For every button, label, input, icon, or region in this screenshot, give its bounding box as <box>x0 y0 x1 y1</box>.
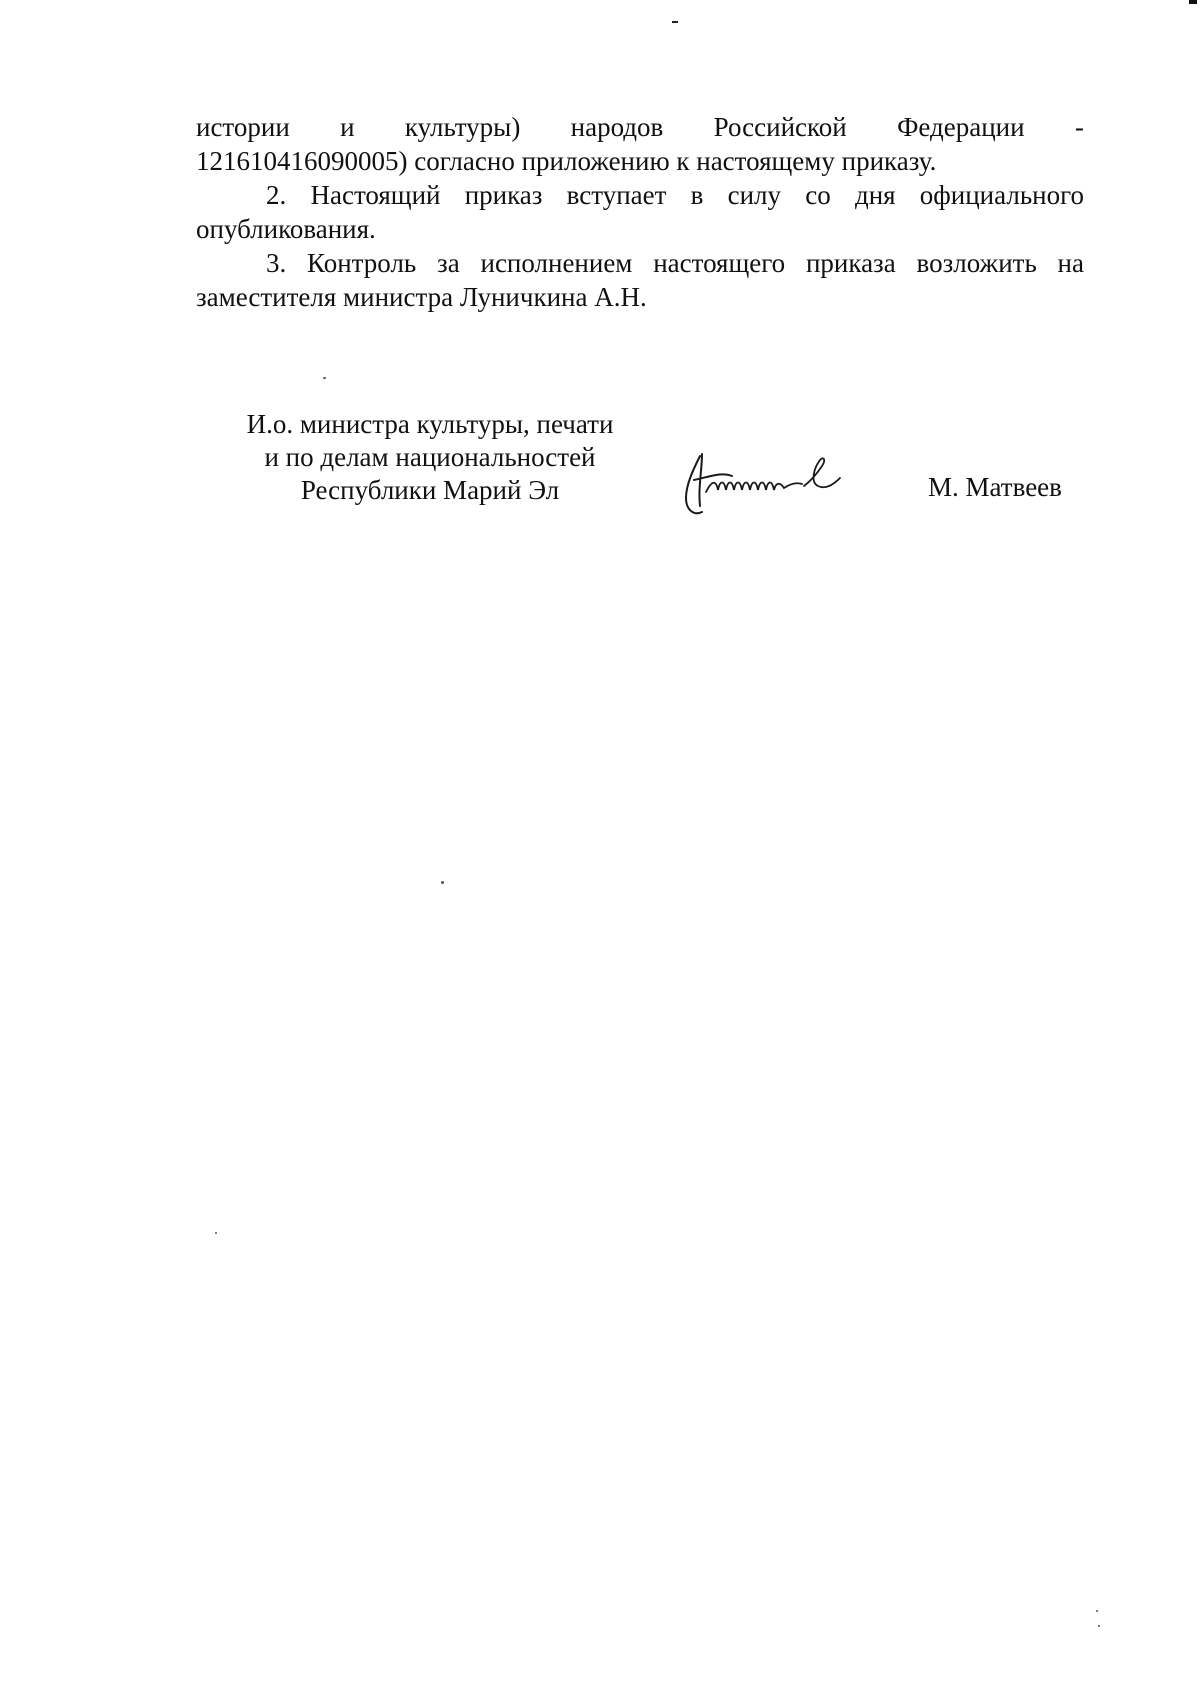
word: народов <box>570 112 664 142</box>
position-line: Республики Марий Эл <box>300 475 560 505</box>
handwritten-signature <box>672 450 872 520</box>
paragraph-1-line-2: 121610416090005) согласно приложению к настоящему приказу. <box>196 146 937 176</box>
paragraph-2: 2. Настоящий приказ вступает в силу со дня официального опубликования. <box>196 180 1084 244</box>
paragraph-1 <box>196 110 1084 178</box>
scan-speck <box>1098 1625 1100 1627</box>
signer-name: М. Матвеев <box>928 472 1062 502</box>
word: истории <box>196 112 290 142</box>
paragraph-1-line-1 <box>196 110 1084 144</box>
scan-mark <box>1189 0 1197 4</box>
position-line: И.о. министра культуры, печати <box>246 409 614 439</box>
scan-mark <box>672 21 678 23</box>
scan-speck <box>215 1232 217 1234</box>
position-line: и по делам национальностей <box>264 442 596 472</box>
scan-speck <box>1096 1610 1098 1612</box>
document-body <box>196 110 1084 314</box>
word: Российской <box>713 112 847 142</box>
scan-speck <box>323 377 326 379</box>
word: и <box>340 112 355 142</box>
signatory-position <box>200 408 660 507</box>
word: Федерации <box>897 112 1025 142</box>
word: - <box>1074 112 1084 142</box>
scan-speck <box>441 881 444 884</box>
word: культуры) <box>404 112 521 142</box>
paragraph-3: 3. Контроль за исполнением настоящего приказа возложить на заместителя министра Луничкина А.Н. <box>196 248 1084 312</box>
